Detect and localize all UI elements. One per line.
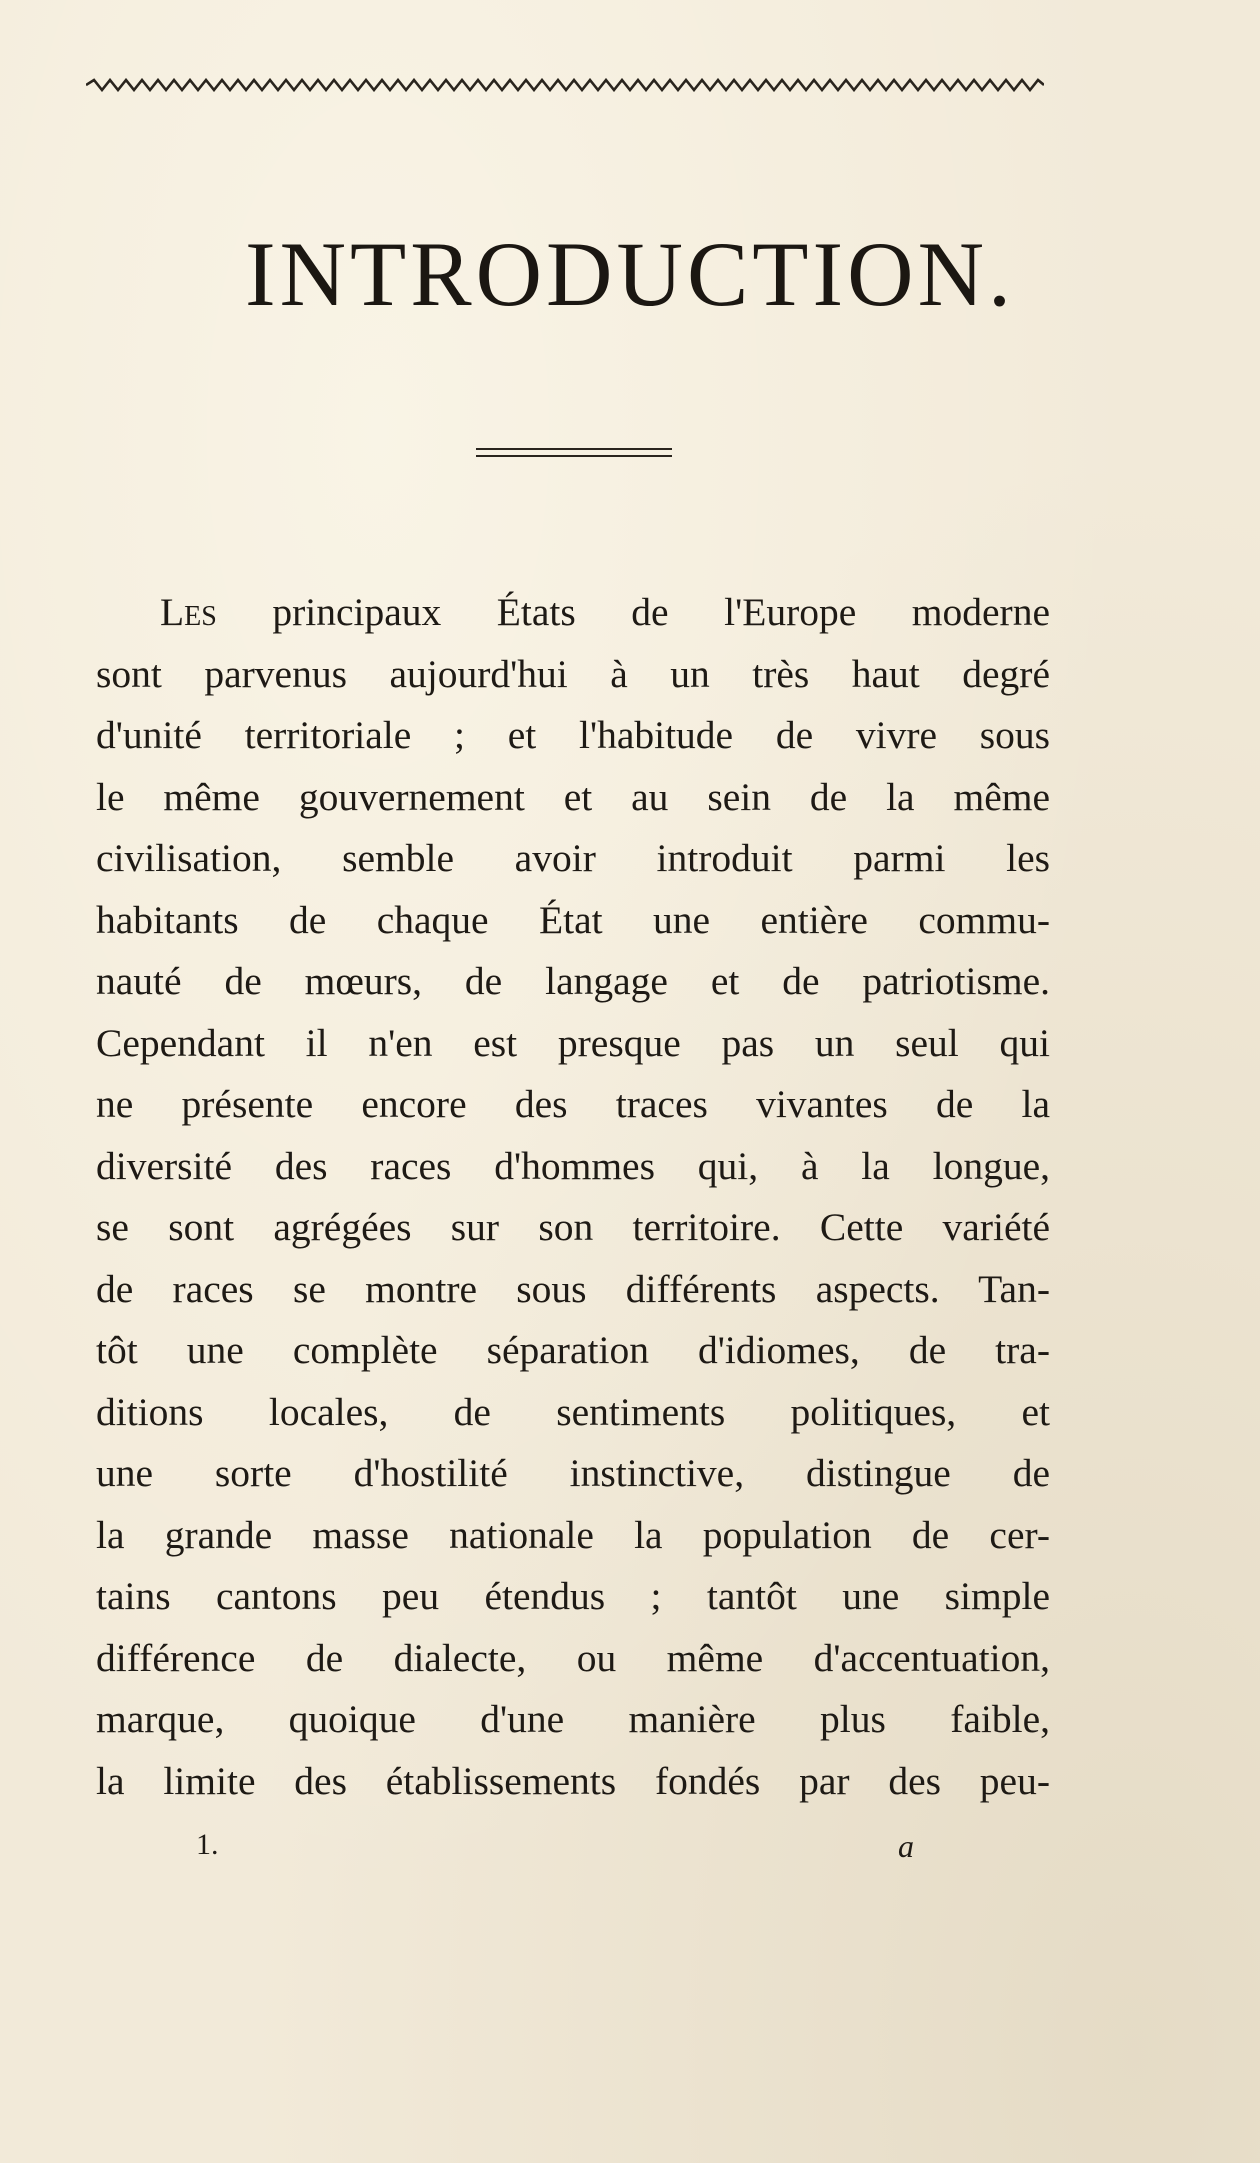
title-double-rule — [476, 448, 672, 457]
text-line: une sorte d'hostilité instinctive, distingue de — [96, 1451, 1050, 1495]
text-line: se sont agrégées sur son territoire. Cette variété — [96, 1205, 1050, 1249]
text-line: tains cantons peu étendus ; tantôt une simple — [96, 1574, 1050, 1618]
text-line: nauté de mœurs, de langage et de patriotisme. — [96, 959, 1050, 1003]
signature-mark: a — [898, 1828, 914, 1864]
text-line: la grande masse nationale la population de cer- — [96, 1512, 1050, 1557]
text-line: Cependant il n'en est presque pas un seul qui — [96, 1020, 1050, 1065]
text-line: ditions locales, de sentiments politiques, et — [96, 1389, 1050, 1434]
text-line: marque, quoique d'une manière plus faible, — [96, 1697, 1050, 1741]
text-line: d'unité territoriale ; et l'habitude de vivre sous — [96, 713, 1050, 757]
text-line: diversité des races d'hommes qui, à la longue, — [96, 1143, 1050, 1188]
text-line: la limite des établissements fondés par des peu- — [96, 1758, 1050, 1803]
sheet-number: 1. — [196, 1828, 219, 1861]
text-line: le même gouvernement et au sein de la même — [96, 774, 1050, 819]
text-line: habitants de chaque État une entière commu- — [96, 897, 1050, 942]
ornamental-header-rule — [86, 78, 1044, 92]
text-line: ne présente encore des traces vivantes de la — [96, 1082, 1050, 1126]
body-paragraph — [96, 582, 1050, 1812]
chapter-title: INTRODUCTION. — [244, 223, 1016, 325]
text-line: de races se montre sous différents aspects. Tan- — [96, 1266, 1050, 1311]
text-line: Les principaux États de l'Europe moderne — [160, 590, 1050, 634]
text-line: sont parvenus aujourd'hui à un très haut degré — [96, 651, 1050, 696]
text-line: tôt une complète séparation d'idiomes, de tra- — [96, 1328, 1050, 1372]
opening-word: Les — [160, 590, 217, 634]
text-line: différence de dialecte, ou même d'accentuation, — [96, 1635, 1050, 1680]
text-line: civilisation, semble avoir introduit parmi les — [96, 836, 1050, 880]
